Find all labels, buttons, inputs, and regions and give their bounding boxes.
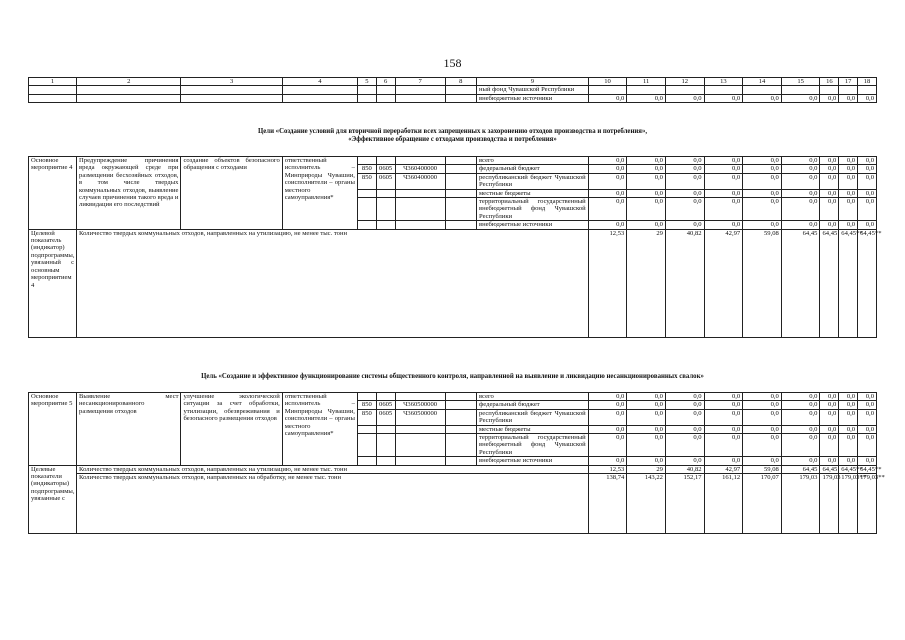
- value-cell: 0,0: [743, 425, 782, 433]
- value-cell: 0,0: [858, 198, 877, 221]
- section-heading-1: [28, 128, 877, 144]
- value-cell: 0,0: [858, 173, 877, 189]
- column-number-cell: 3: [181, 78, 282, 86]
- code-cell: [445, 457, 476, 465]
- value-cell: 0,0: [858, 94, 877, 102]
- code-cell: [395, 434, 445, 457]
- value-cell: 0,0: [627, 409, 666, 425]
- code-cell: [357, 425, 376, 433]
- value-cell: 0,0: [627, 94, 666, 102]
- grbs-code: 850: [357, 401, 376, 409]
- code-cell: [357, 221, 376, 229]
- value-cell: 0,0: [743, 221, 782, 229]
- value-cell: 0,0: [781, 401, 820, 409]
- value-cell: 0,0: [839, 221, 858, 229]
- heading-line: Цели «Создание условий для вторичной переработки всех запрещенных к захоронению отходов производства и потребления»,: [257, 128, 648, 135]
- value-cell: 0,0: [781, 409, 820, 425]
- code-cell: [445, 434, 476, 457]
- indicator-value: 179,03**: [839, 474, 858, 534]
- column-number-cell: 12: [665, 78, 704, 86]
- value-cell: 0,0: [839, 157, 858, 165]
- value-cell: 0,0: [858, 189, 877, 197]
- source-cell: внебюджетные источники: [476, 457, 588, 465]
- column-number-cell: 1: [29, 78, 77, 86]
- measure-name: Основное мероприятие 5: [29, 393, 77, 466]
- value-cell: 0,0: [820, 434, 839, 457]
- value-cell: 0,0: [665, 393, 704, 401]
- grbs-code: 850: [357, 409, 376, 425]
- code-cell: [357, 393, 376, 401]
- indicator-value: 12,53: [588, 229, 627, 337]
- code-cell: [445, 393, 476, 401]
- value-cell: 0,0: [627, 189, 666, 197]
- indicator-value: 42,97: [704, 229, 743, 337]
- measure-description: Выявление мест несанкционированного размещения отходов: [77, 393, 181, 466]
- code-cell: [395, 157, 445, 165]
- table-row: [29, 94, 877, 102]
- value-cell: 0,0: [704, 221, 743, 229]
- column-number-cell: 17: [839, 78, 858, 86]
- value-cell: 0,0: [743, 409, 782, 425]
- value-cell: 0,0: [704, 393, 743, 401]
- code-cell: [376, 457, 395, 465]
- value-cell: 0,0: [839, 425, 858, 433]
- indicator-value: 64,45**: [858, 229, 877, 337]
- section-code: 0605: [376, 165, 395, 173]
- value-cell: 0,0: [781, 221, 820, 229]
- indicator-value: 152,17: [665, 474, 704, 534]
- value-cell: 0,0: [839, 165, 858, 173]
- column-number-cell: 6: [376, 78, 395, 86]
- indicator-value: 170,07: [743, 474, 782, 534]
- source-cell: федеральный бюджет: [476, 165, 588, 173]
- indicator-label: Целевые показатели (индикаторы) подпрограммы, увязанные с: [29, 465, 77, 533]
- value-cell: 0,0: [627, 198, 666, 221]
- value-cell: 0,0: [743, 401, 782, 409]
- value-cell: 0,0: [704, 173, 743, 189]
- column-number-cell: 5: [357, 78, 376, 86]
- code-cell: [376, 425, 395, 433]
- indicator-value: 12,53: [588, 465, 627, 473]
- section-code: 0605: [376, 173, 395, 189]
- value-cell: 0,0: [704, 165, 743, 173]
- value-cell: 0,0: [704, 198, 743, 221]
- value-cell: 0,0: [781, 157, 820, 165]
- value-cell: 0,0: [743, 457, 782, 465]
- heading-line: «Эффективное обращение с отходами производства и потребления»: [348, 136, 557, 143]
- value-cell: 0,0: [588, 393, 627, 401]
- indicator-value: 161,12: [704, 474, 743, 534]
- value-cell: 0,0: [665, 198, 704, 221]
- source-cell: местные бюджеты: [476, 189, 588, 197]
- source-cell: территориальный государственный внебюджетный фонд Чувашской Республики: [476, 434, 588, 457]
- source-cell: ный фонд Чувашской Республики: [476, 86, 588, 94]
- value-cell: 0,0: [781, 189, 820, 197]
- source-cell: всего: [476, 393, 588, 401]
- value-cell: 0,0: [820, 165, 839, 173]
- measure-executor: ответственный исполнитель – Минприроды Чувашии, соисполнители – органы местного самоуправления*: [282, 393, 357, 466]
- value-cell: 0,0: [781, 393, 820, 401]
- source-cell: территориальный государственный внебюджетный фонд Чувашской Республики: [476, 198, 588, 221]
- value-cell: 0,0: [588, 189, 627, 197]
- indicator-value: 59,08: [743, 229, 782, 337]
- measure-name: Основное мероприятие 4: [29, 157, 77, 230]
- value-cell: 0,0: [858, 401, 877, 409]
- value-cell: 0,0: [627, 173, 666, 189]
- value-cell: 0,0: [665, 189, 704, 197]
- value-cell: 0,0: [665, 157, 704, 165]
- table-row: [29, 86, 877, 94]
- value-cell: 0,0: [781, 425, 820, 433]
- value-cell: 0,0: [820, 189, 839, 197]
- value-cell: 0,0: [704, 189, 743, 197]
- value-cell: 0,0: [820, 393, 839, 401]
- indicator-label: Целевой показатель (индикатор) подпрограммы, увязанный с основным мероприятием 4: [29, 229, 77, 337]
- value-cell: 0,0: [781, 94, 820, 102]
- indicator-value: 59,08: [743, 465, 782, 473]
- value-cell: 0,0: [704, 401, 743, 409]
- indicator-value: 143,22: [627, 474, 666, 534]
- indicator-text: Количество твердых коммунальных отходов, направленных на утилизацию, не менее тыс. тонн: [77, 229, 589, 337]
- grbs-code: 850: [357, 173, 376, 189]
- value-cell: 0,0: [781, 165, 820, 173]
- value-cell: 0,0: [743, 434, 782, 457]
- value-cell: 0,0: [588, 165, 627, 173]
- code-cell: [376, 434, 395, 457]
- value-cell: 0,0: [627, 425, 666, 433]
- column-number-cell: 18: [858, 78, 877, 86]
- value-cell: 0,0: [588, 457, 627, 465]
- value-cell: 0,0: [743, 157, 782, 165]
- value-cell: 0,0: [588, 434, 627, 457]
- value-cell: 0,0: [588, 94, 627, 102]
- source-cell: республиканский бюджет Чувашской Республики: [476, 409, 588, 425]
- value-cell: 0,0: [839, 173, 858, 189]
- value-cell: 0,0: [588, 198, 627, 221]
- code-cell: [445, 157, 476, 165]
- target-article-code: Ч360400000: [395, 165, 445, 173]
- code-cell: [395, 189, 445, 197]
- target-article-code: Ч360500000: [395, 401, 445, 409]
- code-cell: [357, 457, 376, 465]
- column-number-cell: 13: [704, 78, 743, 86]
- value-cell: 0,0: [839, 409, 858, 425]
- value-cell: 0,0: [704, 457, 743, 465]
- code-cell: [445, 189, 476, 197]
- value-cell: 0,0: [839, 393, 858, 401]
- measure-executor: ответственный исполнитель – Минприроды Чувашии, соисполнители – органы местного самоуправления*: [282, 157, 357, 230]
- value-cell: 0,0: [743, 189, 782, 197]
- code-cell: [357, 198, 376, 221]
- code-cell: [395, 393, 445, 401]
- indicator-text: Количество твердых коммунальных отходов, направленных на утилизацию, не менее тыс. тонн: [77, 465, 589, 473]
- value-cell: 0,0: [627, 401, 666, 409]
- code-cell: [357, 434, 376, 457]
- source-cell: республиканский бюджет Чувашской Республики: [476, 173, 588, 189]
- code-cell: [395, 457, 445, 465]
- value-cell: 0,0: [839, 434, 858, 457]
- column-number-cell: 9: [476, 78, 588, 86]
- source-cell: всего: [476, 157, 588, 165]
- value-cell: 0,0: [858, 165, 877, 173]
- value-cell: 0,0: [665, 425, 704, 433]
- value-cell: 0,0: [820, 157, 839, 165]
- indicator-value: 64,45: [820, 465, 839, 473]
- value-cell: 0,0: [820, 409, 839, 425]
- value-cell: 0,0: [665, 94, 704, 102]
- value-cell: 0,0: [858, 221, 877, 229]
- source-cell: внебюджетные источники: [476, 94, 588, 102]
- value-cell: 0,0: [627, 434, 666, 457]
- indicator-value: 64,45**: [839, 465, 858, 473]
- value-cell: 0,0: [588, 221, 627, 229]
- expense-type-code: [445, 409, 476, 425]
- value-cell: 0,0: [820, 221, 839, 229]
- value-cell: 0,0: [627, 393, 666, 401]
- value-cell: 0,0: [704, 157, 743, 165]
- section-heading-2: Цель «Создание и эффективное функционирование системы общественного контроля, направленной на выявление и ликвидацию несанкционированных свалок»: [201, 373, 704, 380]
- value-cell: 0,0: [627, 457, 666, 465]
- value-cell: 0,0: [781, 457, 820, 465]
- code-cell: [445, 221, 476, 229]
- section-code: 0605: [376, 409, 395, 425]
- indicator-value: 29: [627, 229, 666, 337]
- value-cell: 0,0: [820, 401, 839, 409]
- value-cell: 0,0: [820, 198, 839, 221]
- expense-type-code: [445, 165, 476, 173]
- measure-goal: создание объектов безопасного обращения с отходами: [181, 157, 282, 230]
- indicator-value: 42,97: [704, 465, 743, 473]
- value-cell: 0,0: [839, 401, 858, 409]
- value-cell: 0,0: [588, 425, 627, 433]
- value-cell: 0,0: [588, 173, 627, 189]
- code-cell: [376, 189, 395, 197]
- value-cell: 0,0: [820, 94, 839, 102]
- value-cell: 0,0: [665, 434, 704, 457]
- value-cell: 0,0: [858, 393, 877, 401]
- indicator-row: [29, 465, 877, 473]
- indicator-value: 40,82: [665, 229, 704, 337]
- value-cell: 0,0: [665, 173, 704, 189]
- value-cell: 0,0: [704, 409, 743, 425]
- target-article-code: Ч360500000: [395, 409, 445, 425]
- column-number-cell: 2: [77, 78, 181, 86]
- value-cell: 0,0: [743, 198, 782, 221]
- indicator-value: 64,45**: [858, 465, 877, 473]
- code-cell: [376, 157, 395, 165]
- code-cell: [445, 425, 476, 433]
- indicator-value: 64,45: [820, 229, 839, 337]
- code-cell: [357, 189, 376, 197]
- source-cell: местные бюджеты: [476, 425, 588, 433]
- value-cell: 0,0: [858, 457, 877, 465]
- value-cell: 0,0: [588, 409, 627, 425]
- table-header-section: [28, 77, 877, 103]
- value-cell: 0,0: [665, 401, 704, 409]
- measure-description: Предупреждение причинения вреда окружающей среде при размещении бесхозяйных отходов, в том числе твердых коммунальных отходов, выявление случаев причинения такого вреда и ликвидация его последствий: [77, 157, 181, 230]
- value-cell: 0,0: [743, 165, 782, 173]
- value-cell: 0,0: [704, 434, 743, 457]
- value-cell: 0,0: [588, 401, 627, 409]
- block-4-table: [28, 156, 882, 338]
- value-cell: 0,0: [781, 434, 820, 457]
- code-cell: [445, 198, 476, 221]
- source-cell: федеральный бюджет: [476, 401, 588, 409]
- value-cell: 0,0: [588, 157, 627, 165]
- code-cell: [395, 425, 445, 433]
- grbs-code: 850: [357, 165, 376, 173]
- indicator-value: 29: [627, 465, 666, 473]
- column-number-cell: 4: [282, 78, 357, 86]
- indicator-value: 40,82: [665, 465, 704, 473]
- code-cell: [395, 221, 445, 229]
- measure-goal: улучшение экологической ситуации за счет обработки, утилизации, обезвреживания и безопасного размещения отходов: [181, 393, 282, 466]
- code-cell: [376, 198, 395, 221]
- table-row: [29, 157, 877, 165]
- value-cell: 0,0: [858, 409, 877, 425]
- value-cell: 0,0: [627, 165, 666, 173]
- column-number-cell: 10: [588, 78, 627, 86]
- column-number-cell: 16: [820, 78, 839, 86]
- value-cell: 0,0: [665, 457, 704, 465]
- block-5-table: [28, 392, 885, 534]
- value-cell: 0,0: [781, 198, 820, 221]
- indicator-value: 179,03**: [858, 474, 877, 534]
- value-cell: 0,0: [743, 173, 782, 189]
- value-cell: 0,0: [820, 457, 839, 465]
- value-cell: 0,0: [858, 434, 877, 457]
- value-cell: 0,0: [743, 393, 782, 401]
- column-number-cell: 11: [627, 78, 666, 86]
- value-cell: 0,0: [704, 94, 743, 102]
- indicator-value: 64,45**: [839, 229, 858, 337]
- page-number: 158: [443, 56, 462, 70]
- indicator-value: 64,45: [781, 465, 820, 473]
- column-number-cell: 7: [395, 78, 445, 86]
- code-cell: [395, 198, 445, 221]
- indicator-text: Количество твердых коммунальных отходов, направленных на обработку, не менее тыс. тонн: [77, 474, 589, 534]
- value-cell: 0,0: [858, 425, 877, 433]
- value-cell: 0,0: [781, 173, 820, 189]
- indicator-value: 179,03: [781, 474, 820, 534]
- section-code: 0605: [376, 401, 395, 409]
- value-cell: 0,0: [820, 173, 839, 189]
- column-number-row: [29, 78, 877, 86]
- value-cell: 0,0: [743, 94, 782, 102]
- column-number-cell: 8: [445, 78, 476, 86]
- indicator-row: [29, 474, 877, 534]
- table-row: [29, 393, 877, 401]
- value-cell: 0,0: [704, 425, 743, 433]
- value-cell: 0,0: [820, 425, 839, 433]
- value-cell: 0,0: [665, 165, 704, 173]
- expense-type-code: [445, 401, 476, 409]
- code-cell: [376, 393, 395, 401]
- target-article-code: Ч360400000: [395, 173, 445, 189]
- value-cell: 0,0: [839, 94, 858, 102]
- value-cell: 0,0: [839, 189, 858, 197]
- indicator-row: [29, 229, 877, 337]
- code-cell: [357, 157, 376, 165]
- indicator-value: 64,45: [781, 229, 820, 337]
- value-cell: 0,0: [665, 409, 704, 425]
- value-cell: 0,0: [858, 157, 877, 165]
- value-cell: 0,0: [627, 221, 666, 229]
- value-cell: 0,0: [839, 198, 858, 221]
- code-cell: [376, 221, 395, 229]
- column-number-cell: 14: [743, 78, 782, 86]
- indicator-value: 179,03: [820, 474, 839, 534]
- value-cell: 0,0: [665, 221, 704, 229]
- value-cell: 0,0: [627, 157, 666, 165]
- expense-type-code: [445, 173, 476, 189]
- indicator-value: 138,74: [588, 474, 627, 534]
- value-cell: 0,0: [839, 457, 858, 465]
- column-number-cell: 15: [781, 78, 820, 86]
- source-cell: внебюджетные источники: [476, 221, 588, 229]
